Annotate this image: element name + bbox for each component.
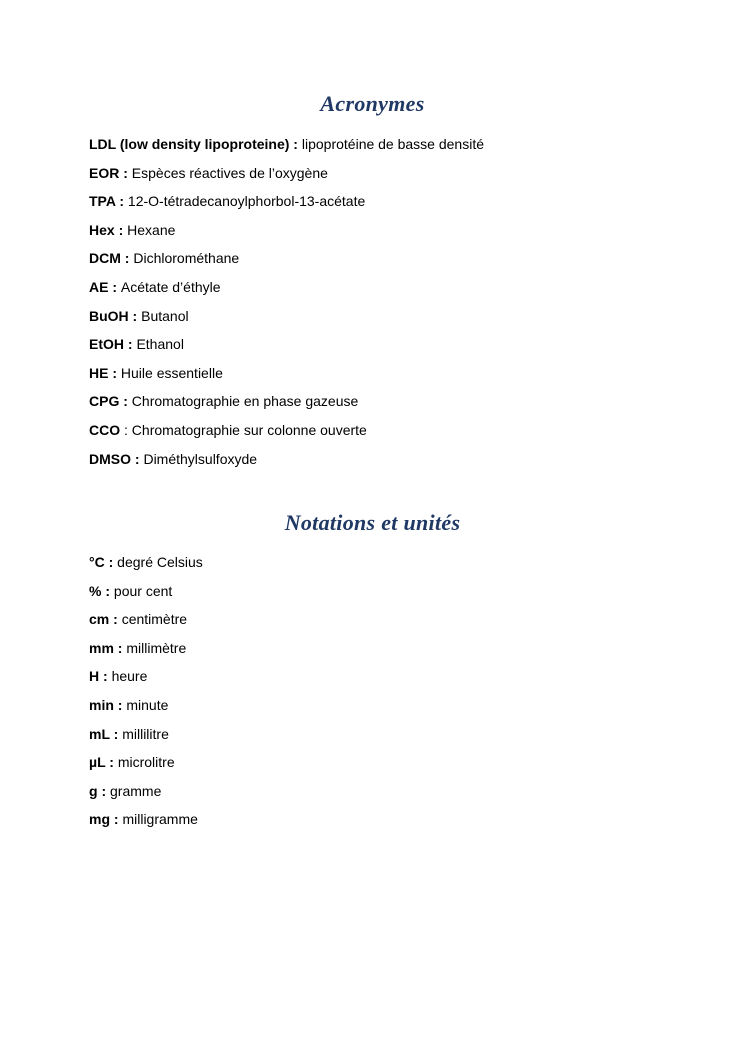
notation-definition: microlitre [117, 754, 175, 771]
acronym-term: EtOH [89, 336, 124, 353]
notation-definition: centimètre [121, 611, 188, 628]
notation-entry [89, 696, 203, 725]
acronym-list [89, 135, 484, 478]
acronym-term: HE [89, 364, 109, 381]
term-separator: : [119, 393, 132, 410]
acronym-term: CPG [89, 393, 120, 410]
term-separator: : [104, 554, 118, 570]
notation-list [89, 553, 203, 839]
notation-term: min [89, 696, 114, 713]
term-separator: : [124, 336, 137, 353]
notation-term: µL [89, 754, 106, 771]
acronym-term: Hex [89, 221, 115, 238]
section-title-acronymes: Acronymes [320, 91, 425, 116]
notation-entry [89, 639, 203, 668]
notation-definition: millilitre [122, 725, 169, 742]
notation-entry [89, 667, 203, 696]
acronym-entry [89, 450, 484, 479]
term-separator: : [109, 725, 123, 742]
notation-entry [89, 810, 203, 839]
acronym-term: LDL (low density lipoproteine) [89, 136, 290, 152]
acronym-entry [89, 164, 484, 193]
notation-entry [89, 610, 203, 639]
acronym-definition: Butanol [141, 307, 189, 324]
acronym-term: AE [89, 278, 109, 295]
acronym-entry [89, 392, 484, 421]
term-separator: : [97, 782, 111, 799]
term-separator: : [128, 307, 142, 324]
acronym-definition: Dichlorométhane [133, 250, 240, 267]
term-separator: : [131, 450, 144, 467]
acronym-definition: Acétate d’éthyle [120, 278, 221, 295]
acronym-definition: Diméthylsulfoxyde [143, 450, 258, 467]
acronym-entry [89, 221, 484, 250]
acronym-entry [89, 249, 484, 278]
notation-definition: pour cent [113, 582, 173, 599]
acronym-entry [89, 307, 484, 336]
term-separator: : [110, 811, 123, 828]
notation-term: cm [89, 611, 110, 628]
acronym-term: BuOH [89, 307, 129, 324]
notation-term: g [89, 782, 98, 799]
acronym-definition: 12-O-tétradecanoylphorbol-13-acétate [127, 193, 366, 210]
term-separator: : [108, 364, 121, 381]
notation-entry [89, 753, 203, 782]
notation-entry [89, 725, 203, 754]
notation-term: °C [89, 554, 105, 570]
term-separator: : [119, 164, 132, 181]
notation-definition: millimètre [126, 639, 187, 656]
acronym-definition: Chromatographie sur colonne ouverte [131, 421, 367, 438]
acronym-term: DMSO [89, 450, 131, 467]
section-title-notations: Notations et unités [284, 510, 461, 535]
acronym-entry [89, 421, 484, 450]
notation-entry [89, 553, 203, 582]
term-separator: : [115, 193, 128, 210]
notation-definition: minute [126, 696, 169, 713]
notation-definition: heure [111, 668, 148, 685]
term-separator: : [105, 754, 118, 771]
notation-term: mL [89, 725, 110, 742]
acronym-definition: Huile essentielle [120, 364, 223, 381]
acronym-term: CCO [89, 421, 121, 438]
acronym-entry [89, 278, 484, 307]
term-separator: : [120, 250, 134, 267]
acronym-definition: Espèces réactives de l’oxygène [131, 164, 328, 181]
notation-term: mg [89, 811, 110, 828]
notation-definition: degré Celsius [117, 554, 203, 570]
notation-definition: gramme [110, 782, 162, 799]
term-separator: : [99, 668, 112, 685]
term-separator: : [113, 696, 127, 713]
acronym-term: EOR [89, 164, 120, 181]
acronym-definition: Ethanol [136, 336, 184, 353]
notation-entry [89, 782, 203, 811]
acronym-entry [89, 135, 484, 164]
acronym-entry [89, 335, 484, 364]
term-separator: : [289, 136, 302, 152]
term-separator: : [120, 421, 132, 438]
notation-term: H [89, 668, 100, 685]
acronym-entry [89, 192, 484, 221]
notation-term: % [89, 582, 102, 599]
acronym-definition: lipoprotéine de basse densité [301, 136, 485, 152]
notation-definition: milligramme [122, 811, 198, 828]
acronym-term: TPA [89, 193, 116, 210]
acronym-term: DCM [89, 250, 121, 267]
term-separator: : [101, 582, 114, 599]
term-separator: : [108, 278, 121, 295]
acronym-definition: Chromatographie en phase gazeuse [131, 393, 359, 410]
term-separator: : [113, 639, 127, 656]
term-separator: : [114, 221, 128, 238]
acronym-definition: Hexane [127, 221, 176, 238]
notation-term: mm [89, 639, 114, 656]
notation-entry [89, 582, 203, 611]
acronym-entry [89, 364, 484, 393]
term-separator: : [109, 611, 122, 628]
